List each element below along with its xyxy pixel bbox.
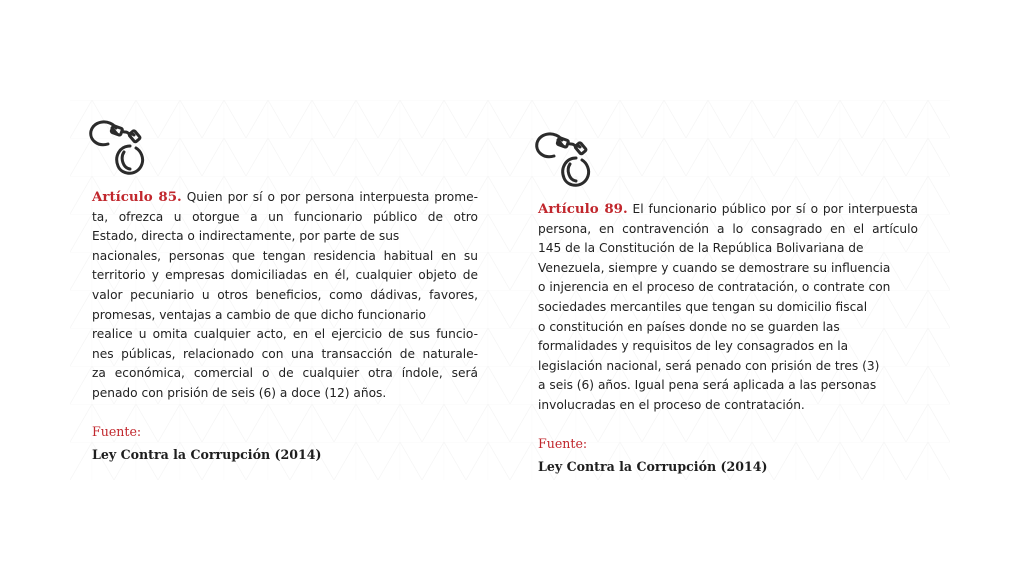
article-89-line-9: legislación nacional, será penado con prisión de tres (3) bbox=[538, 358, 880, 373]
article-89-line-2: persona, en contravención a lo consagrado en el artículo bbox=[538, 221, 918, 236]
article-85-line-11: penado con prisión de seis (6) a doce (12) años. bbox=[92, 385, 387, 400]
article-85-line-2: ta, ofrezca u otorgue a un funcionario público de otro bbox=[92, 209, 478, 224]
article-89-body bbox=[538, 200, 918, 416]
source-title: Ley Contra la Corrupción (2014) bbox=[538, 458, 768, 474]
article-85-line-4: nacionales, personas que tengan residencia habitual en su bbox=[92, 248, 478, 263]
article-89-line-4: Venezuela, siempre y cuando se demostrare su influencia bbox=[538, 260, 891, 275]
article-85-line-1: Artículo 85. Quien por sí o por persona interpuesta prome- bbox=[92, 189, 478, 205]
article-85-title: Artículo 85. bbox=[92, 189, 182, 205]
article-89-line-8: formalidades y requisitos de ley consagrados en la bbox=[538, 339, 849, 354]
article-89-line-5: o injerencia en el proceso de contratación, o contrate con bbox=[538, 280, 891, 295]
source-label: Fuente: bbox=[538, 435, 588, 451]
article-89-title: Artículo 89. bbox=[538, 201, 628, 217]
article-85-line-5: territorio y empresas domiciliadas en él, cualquier objeto de bbox=[92, 268, 478, 283]
article-85-line-9: nes públicas, relacionado con una transacción de naturale- bbox=[92, 346, 478, 361]
source-title: Ley Contra la Corrupción (2014) bbox=[92, 446, 322, 462]
article-85-line-3: Estado, directa o indirectamente, por parte de sus bbox=[92, 229, 400, 244]
handcuffs-icon bbox=[86, 116, 150, 182]
article-85-line-8: realice u omita cualquier acto, en el ejercicio de sus funcio- bbox=[92, 327, 478, 342]
handcuffs-icon bbox=[532, 128, 596, 194]
article-89-line-6: sociedades mercantiles que tengan su domicilio fiscal bbox=[538, 299, 868, 314]
article-89-line-1: Artículo 89. El funcionario público por sí o por interpuesta bbox=[538, 201, 919, 217]
source-label: Fuente: bbox=[92, 423, 142, 439]
article-85-line-10: za económica, comercial o de cualquier otra índole, será bbox=[92, 366, 478, 381]
article-89-line-11: involucradas en el proceso de contratación. bbox=[538, 397, 805, 412]
article-card-85 bbox=[92, 116, 478, 464]
article-89-line-10: a seis (6) años. Igual pena será aplicada a las personas bbox=[538, 378, 877, 393]
article-card-89 bbox=[538, 128, 918, 476]
article-89-line-3: 145 de la Constitución de la República Bolivariana de bbox=[538, 241, 864, 256]
article-85-line-7: promesas, ventajas a cambio de que dicho funcionario bbox=[92, 307, 426, 322]
article-89-line-7: o constitución en países donde no se guarden las bbox=[538, 319, 840, 334]
article-85-body bbox=[92, 188, 478, 404]
article-85-line-6: valor pecuniario u otros beneficios, como dádivas, favores, bbox=[92, 287, 478, 302]
